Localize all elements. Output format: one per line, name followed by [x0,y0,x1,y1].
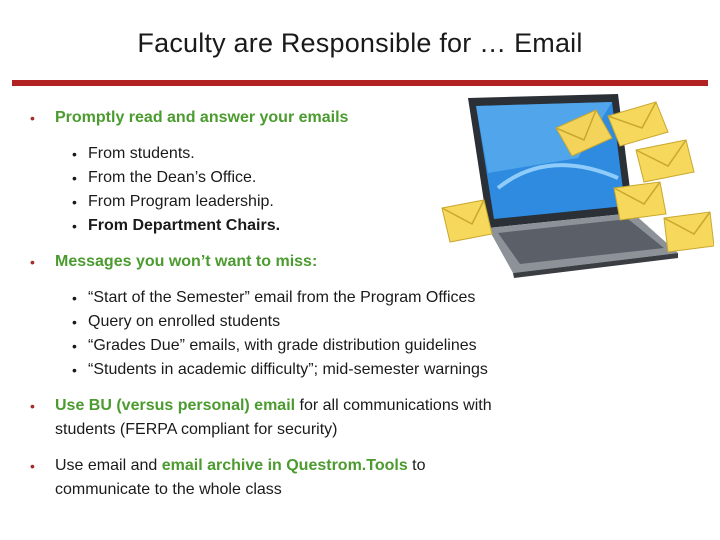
bullet-2 [30,250,317,274]
sub-bullet: • “Start of the Semester” email from the Program Offices [72,289,476,306]
bullet-2-text: Messages you won’t want to miss: [55,253,318,270]
sub-bullet: • Query on enrolled students [72,313,281,330]
bullet-4: • Use email and email archive in Questrom.Tools to communicate to the whole class [30,454,426,502]
bullet-3: • Use BU (versus personal) email for all communications with students (FERPA compliant for security) [30,394,492,442]
envelope-icon [664,212,714,252]
sub-bullet: • “Grades Due” emails, with grade distribution guidelines [72,337,477,354]
page-title: Faculty are Responsible for … Email [137,28,583,58]
envelope-icon [442,200,492,242]
sub-bullet: • From Department Chairs. [72,217,281,234]
sub-bullet: • From the Dean’s Office. [72,169,257,186]
bullet-1-text: Promptly read and answer your emails [55,109,349,126]
envelope-icon [614,182,666,220]
envelope-icon [636,140,694,182]
bullet-dot: • [30,110,35,126]
bullet-3-highlight: Use BU (versus personal) email [55,397,296,414]
sub-bullet: • From Program leadership. [72,193,274,210]
bullet-4-highlight: email archive in Questrom.Tools [161,457,408,474]
bullet-4-line-2: communicate to the whole class [55,481,282,498]
sub-bullet: • “Students in academic difficulty”; mid-semester warnings [72,361,488,378]
bullet-1 [30,106,348,130]
sub-bullet: • From students. [72,145,195,162]
laptop-with-envelopes-icon [428,88,714,278]
bullet-dot: • [30,398,35,414]
bullet-3-line-2: students (FERPA compliant for security) [55,421,338,438]
bullet-dot: • [30,254,35,270]
title-rule [12,80,708,86]
bullet-dot: • [30,458,35,474]
